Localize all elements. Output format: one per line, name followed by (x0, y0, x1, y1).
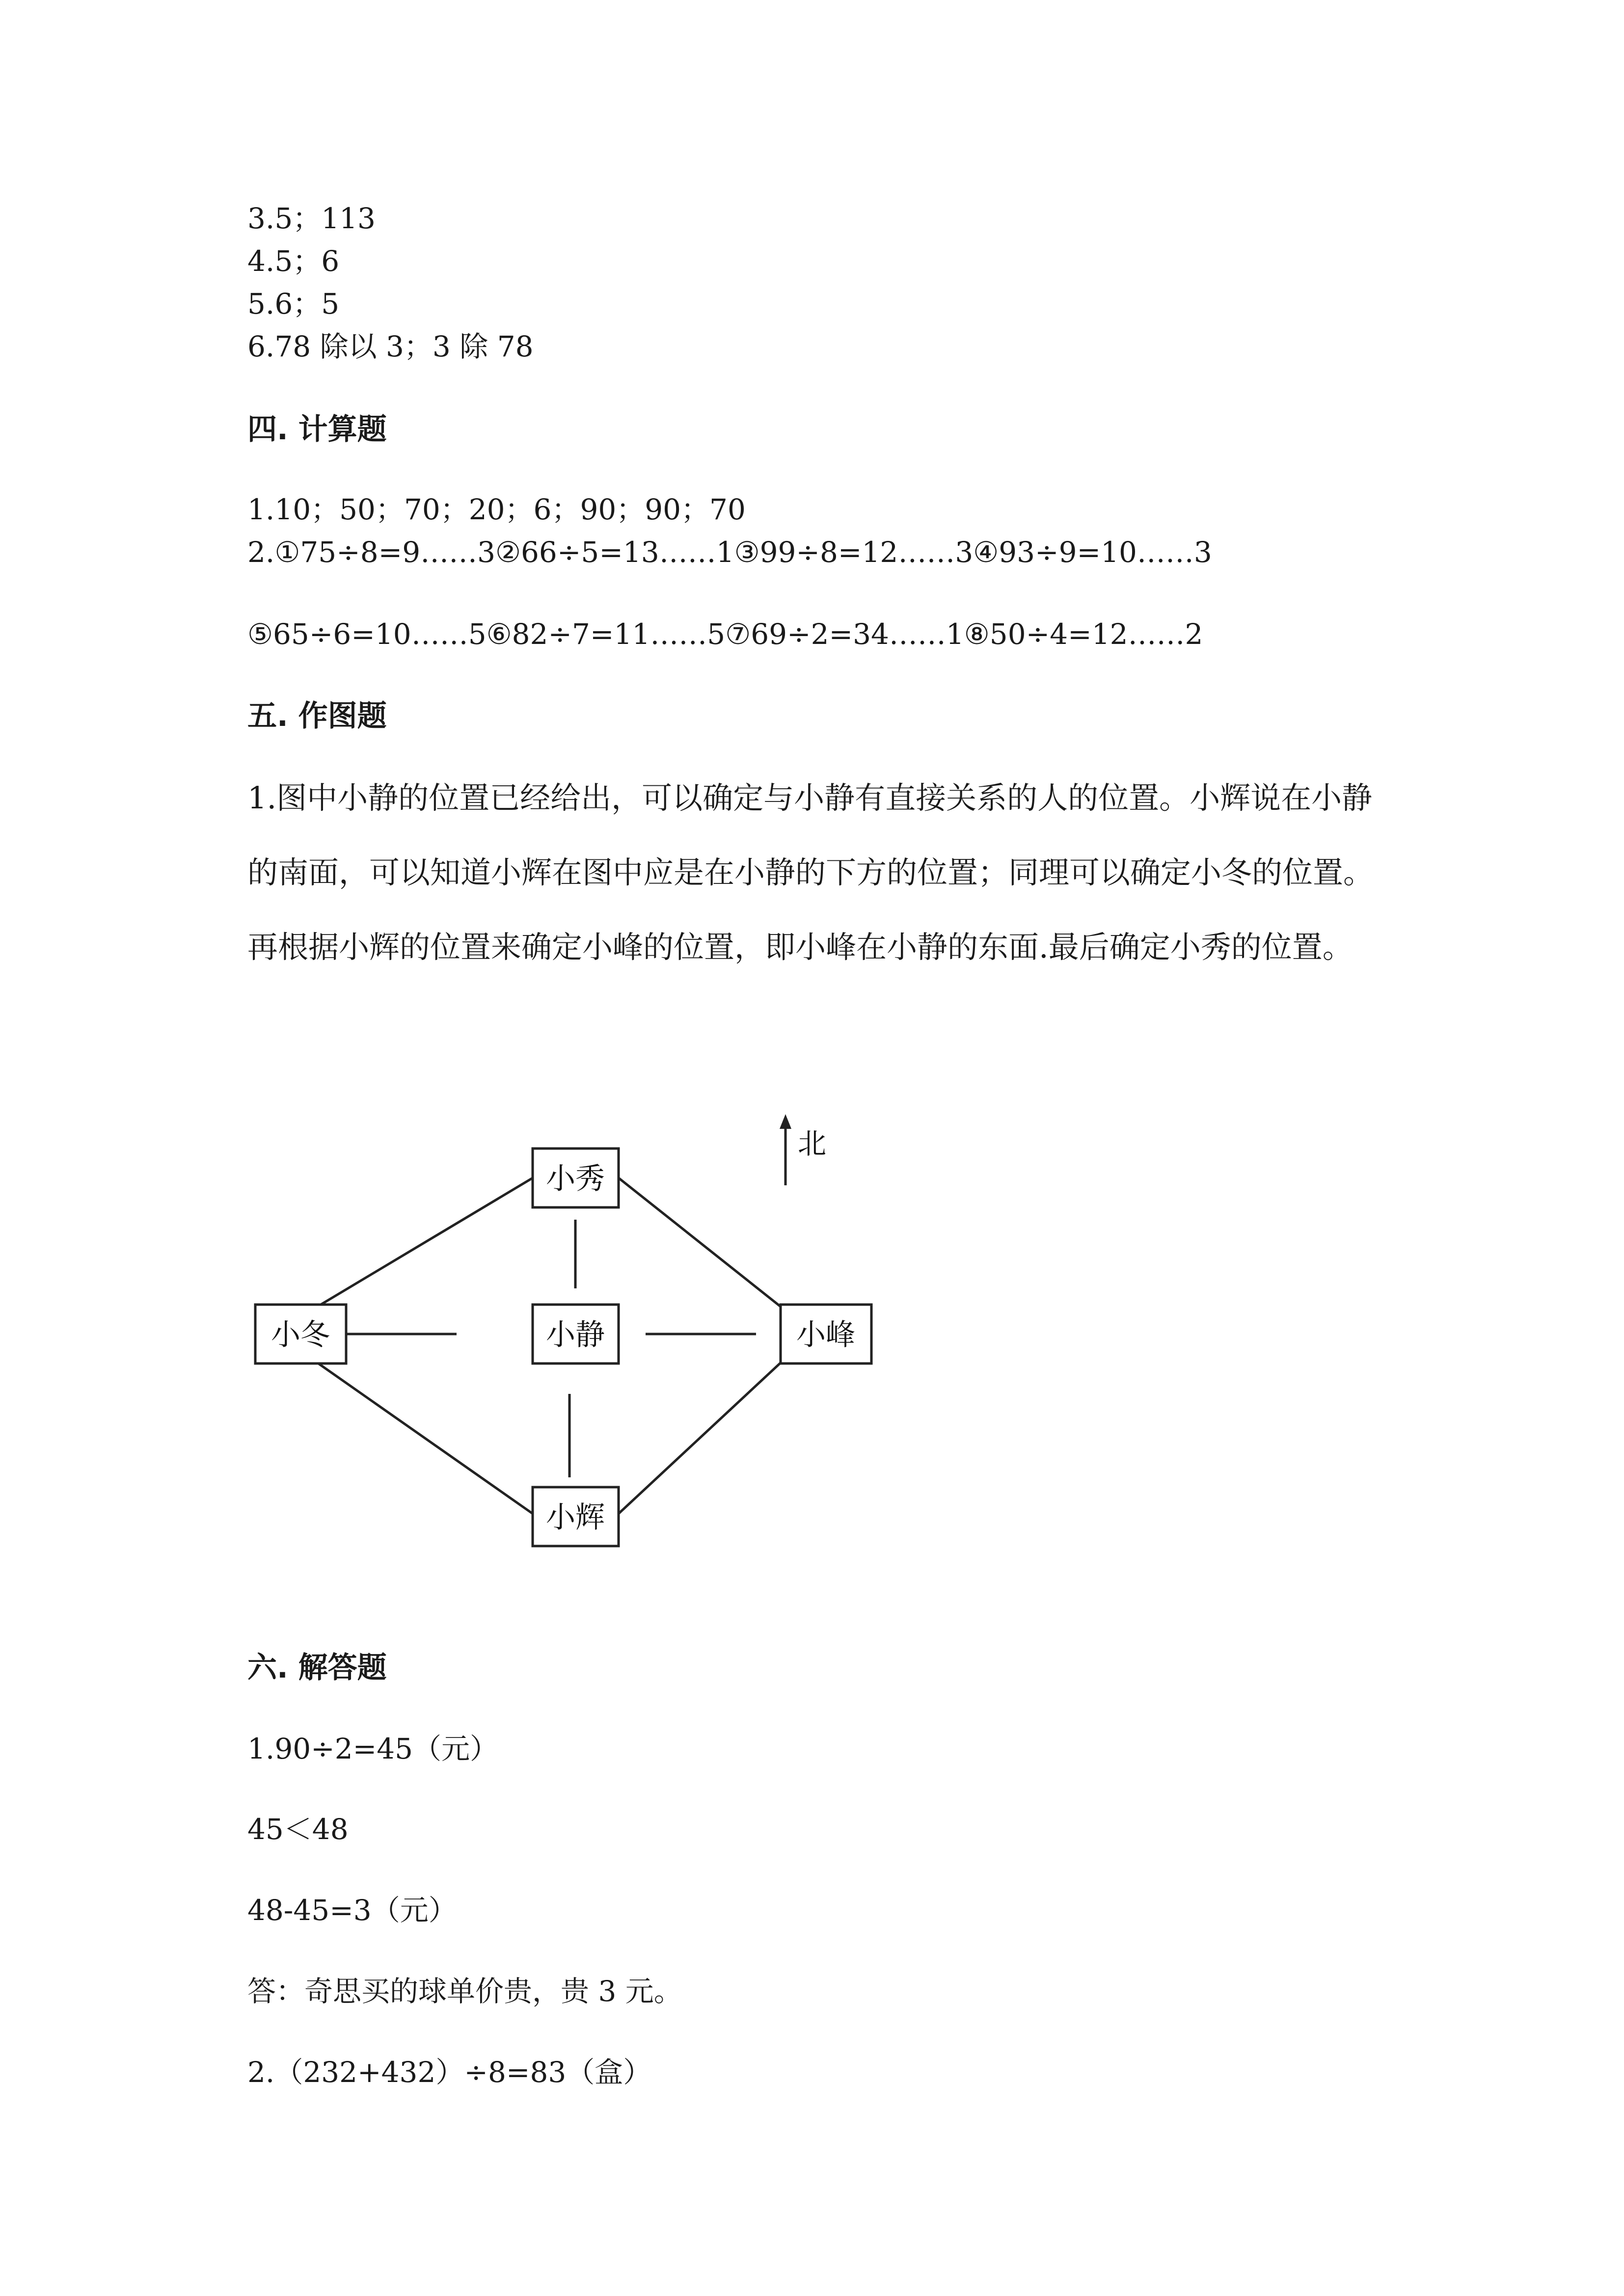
node-label-bottom: 小辉 (546, 1500, 605, 1535)
connector-top-left (304, 1178, 533, 1314)
connector-top-right (619, 1178, 790, 1314)
word-q2-step1: 2.（232+432）÷8=83（盒） (247, 2056, 652, 2089)
north-arrow-icon (780, 1114, 791, 1185)
section-heading-word-problems: 六. 解答题 (247, 1651, 387, 1685)
node-label-top: 小秀 (546, 1162, 605, 1196)
connector-left-bottom (304, 1354, 533, 1514)
word-q1-answer: 答：奇思买的球单价贵，贵 3 元。 (247, 1975, 682, 2008)
answer-3: 3.5；113 (247, 202, 376, 235)
answer-5: 5.6；5 (247, 287, 340, 320)
position-diagram (245, 1099, 908, 1561)
answer-6: 6.78 除以 3；3 除 78 (247, 330, 534, 363)
drawing-q1-explanation: 1.图中小静的位置已经给出，可以确定与小静有直接关系的人的位置。小辉说在小静的南面，可以知道小辉在图中应是在小静的下方的位置；同理可以确定小冬的位置。再根据小辉的位置来确定小峰的位置，即小峰在小静的东面.最后确定小秀的位置。 (247, 780, 1374, 965)
calc-q1: 1.10；50；70；20；6；90；90；70 (247, 493, 746, 526)
calc-q2-line2: ⑤65÷6=10……5⑥82÷7=11……5⑦69÷2=34……1⑧50÷4=12……2 (247, 617, 1203, 651)
node-label-center: 小静 (546, 1318, 605, 1352)
north-label: 北 (798, 1127, 827, 1160)
node-label-left: 小冬 (271, 1318, 330, 1352)
node-label-right: 小峰 (796, 1318, 855, 1352)
calc-q2-line1: 2.①75÷8=9……3②66÷5=13……1③99÷8=12……3④93÷9=10……3 (247, 535, 1212, 569)
word-q1-step1: 1.90÷2=45（元） (247, 1732, 499, 1765)
section-heading-calculation: 四. 计算题 (247, 412, 387, 447)
connector-right-bottom (619, 1354, 790, 1514)
section-heading-drawing: 五. 作图题 (247, 699, 387, 733)
word-q1-step3: 48-45=3（元） (247, 1894, 457, 1927)
word-q1-step2: 45＜48 (247, 1813, 349, 1846)
answer-4: 4.5；6 (247, 244, 340, 278)
